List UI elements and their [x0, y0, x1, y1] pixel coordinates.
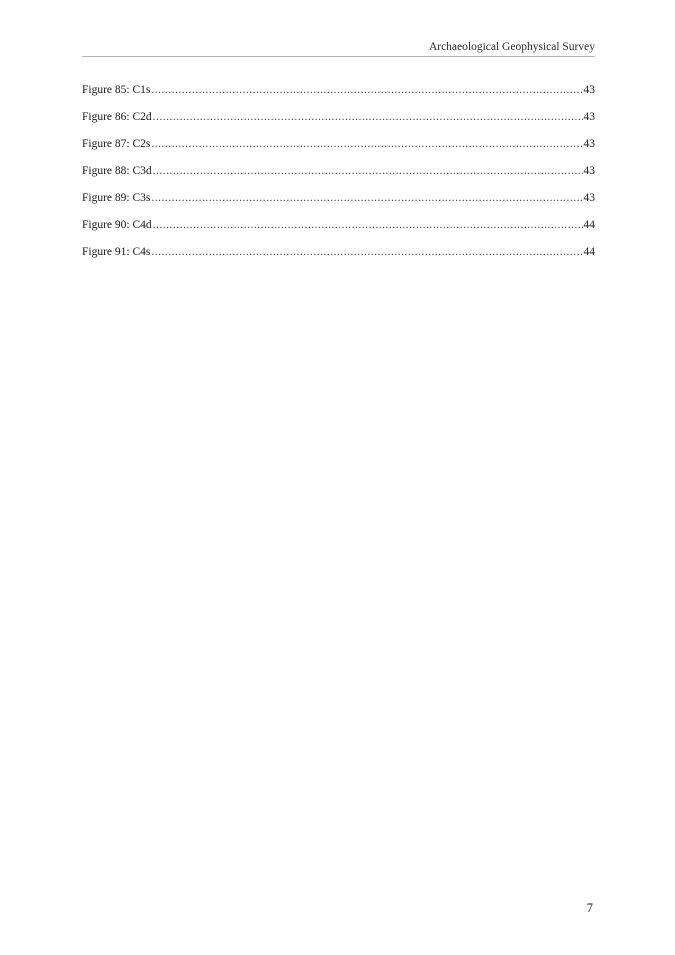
- dot-leader: [151, 190, 582, 206]
- dot-leader: [153, 163, 583, 179]
- toc-entry-page: 43: [583, 111, 595, 123]
- page-number: 7: [586, 901, 593, 915]
- toc-entry-label: Figure 88: C3d: [82, 165, 152, 177]
- toc-entry-label: Figure 89: C3s: [82, 192, 151, 204]
- toc-entry-figure-88[interactable]: [82, 163, 595, 190]
- toc-entry-figure-87[interactable]: [82, 136, 595, 163]
- toc-entry-label: Figure 90: C4d: [82, 219, 152, 231]
- toc-entry-page: 43: [583, 165, 595, 177]
- running-header: [82, 40, 595, 57]
- toc-entry-figure-90[interactable]: [82, 217, 595, 244]
- document-title: Archaeological Geophysical Survey: [428, 41, 595, 53]
- toc-entry-page: 43: [583, 138, 595, 150]
- dot-leader: [151, 244, 582, 260]
- toc-entry-figure-85[interactable]: [82, 82, 595, 109]
- toc-entry-label: Figure 87: C2s: [82, 138, 151, 150]
- dot-leader: [153, 217, 583, 233]
- toc-entry-label: Figure 91: C4s: [82, 246, 151, 258]
- toc-entry-page: 44: [583, 246, 595, 258]
- toc-entry-page: 43: [583, 192, 595, 204]
- toc-entry-label: Figure 85: C1s: [82, 84, 151, 96]
- dot-leader: [151, 136, 582, 152]
- toc-entry-figure-89[interactable]: [82, 190, 595, 217]
- toc-entry-figure-91[interactable]: [82, 244, 595, 271]
- toc-entry-page: 43: [583, 84, 595, 96]
- toc-entry-page: 44: [583, 219, 595, 231]
- list-of-figures: [82, 82, 595, 271]
- toc-entry-figure-86[interactable]: [82, 109, 595, 136]
- dot-leader: [151, 82, 582, 98]
- dot-leader: [153, 109, 583, 125]
- toc-entry-label: Figure 86: C2d: [82, 111, 152, 123]
